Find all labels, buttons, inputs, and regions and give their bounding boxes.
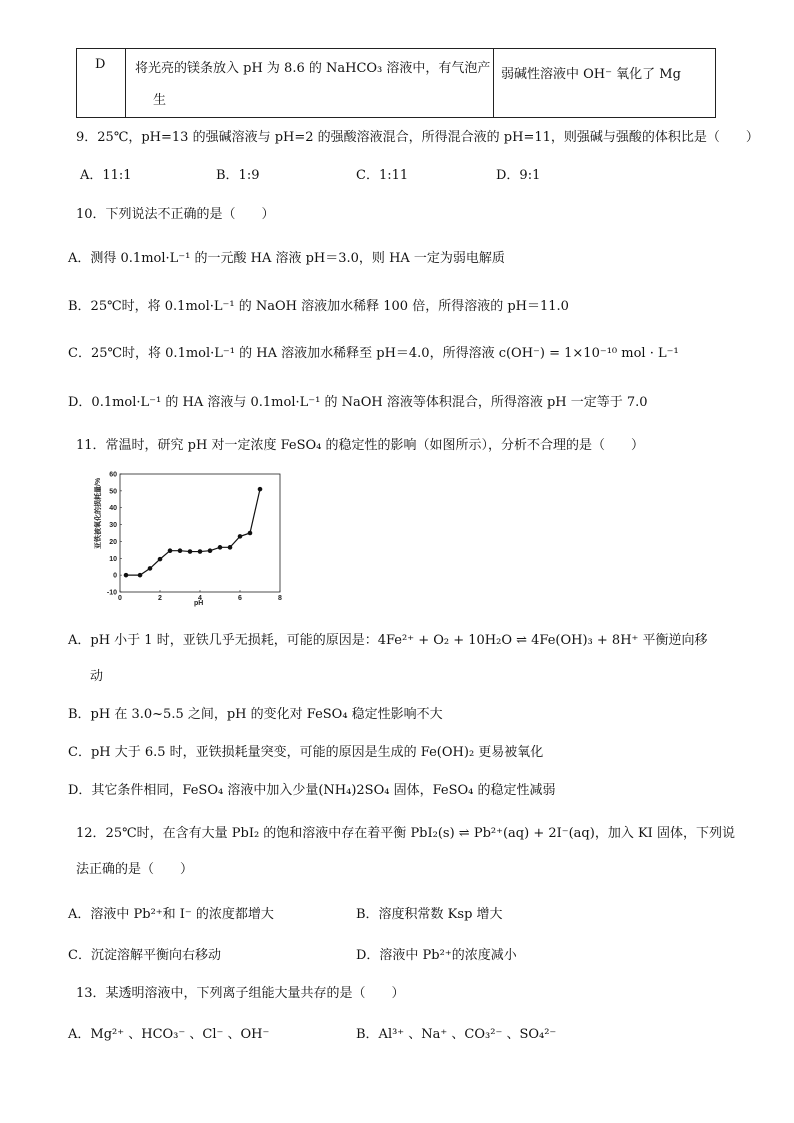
conclusion-text: 弱碱性溶液中 OH⁻ 氧化了 Mg xyxy=(501,67,681,82)
chart-ticks xyxy=(107,472,282,603)
chart-data-point xyxy=(168,548,173,553)
question-9-stem: 9．25℃，pH=13 的强碱溶液与 pH=2 的强酸溶液混合，所得混合液的 pH=11，则强碱与强酸的体积比是（ ） xyxy=(76,130,759,145)
chart-y-tick-label: 0 xyxy=(113,572,117,580)
chart-frame xyxy=(120,474,280,592)
q11-option-c: C．pH 大于 6.5 时，亚铁损耗量突变，可能的原因是生成的 Fe(OH)₂ 更易被氧化 xyxy=(68,745,544,760)
q9-option-c: C．1:11 xyxy=(356,168,409,183)
chart-xlabel: pH xyxy=(194,600,204,607)
chart-data-point xyxy=(248,531,253,536)
chart-y-tick-label: 40 xyxy=(109,505,117,513)
chart-data-point xyxy=(138,573,143,578)
q11-option-b: B．pH 在 3.0~5.5 之间，pH 的变化对 FeSO₄ 稳定性影响不大 xyxy=(68,707,443,722)
chart-data-point xyxy=(188,549,193,554)
q13-option-b: B．Al³⁺ 、Na⁺ 、CO₃²⁻ 、SO₄²⁻ xyxy=(356,1027,557,1042)
chart-series-line xyxy=(126,489,260,575)
experiment-text-cont: 生 xyxy=(153,93,167,108)
q9-option-a: A．11:1 xyxy=(80,168,132,183)
ferrous-loss-chart xyxy=(90,464,290,614)
experiment-text: 将光亮的镁条放入 pH 为 8.6 的 NaHCO₃ 溶液中，有气泡产 xyxy=(135,61,491,76)
question-10-stem: 10．下列说法不正确的是（ ） xyxy=(76,207,275,222)
q11-option-a: A．pH 小于 1 时，亚铁几乎无损耗，可能的原因是：4Fe²⁺ + O₂ + 10H₂O ⇌ 4Fe(OH)₃ + 8H⁺ 平衡逆向移 xyxy=(68,633,708,648)
chart-x-tick-label: 6 xyxy=(238,595,242,602)
chart-x-tick-label: 4 xyxy=(198,595,202,602)
chart-y-tick-label: 60 xyxy=(109,471,117,479)
q12-option-a: A．溶液中 Pb²⁺和 I⁻ 的浓度都增大 xyxy=(68,907,274,922)
chart-axes xyxy=(120,474,280,592)
chart-data-point xyxy=(148,566,153,571)
chart-data-point xyxy=(258,487,263,492)
table-divider xyxy=(493,49,494,117)
chart-y-tick-label: 20 xyxy=(109,538,117,546)
q11-option-a-cont: 动 xyxy=(90,669,104,684)
chart-data-point xyxy=(124,573,129,578)
chart-x-tick-label: 2 xyxy=(158,595,162,602)
chart-y-tick-label: -10 xyxy=(106,589,117,597)
chart-data-point xyxy=(228,545,233,550)
chart-ylabel: 亚铁被氧化的损耗量/% xyxy=(95,477,102,549)
answer-table-row-d xyxy=(76,48,716,118)
q10-option-c: C．25℃时，将 0.1mol·L⁻¹ 的 HA 溶液加水稀释至 pH＝4.0，所得溶液 c(OH⁻) = 1×10⁻¹⁰ mol · L⁻¹ xyxy=(68,346,679,361)
chart-data-point xyxy=(198,549,203,554)
chart-y-tick-label: 50 xyxy=(109,488,117,496)
q13-option-a: A．Mg²⁺ 、HCO₃⁻ 、Cl⁻ 、OH⁻ xyxy=(68,1027,270,1042)
q11-option-d: D．其它条件相同，FeSO₄ 溶液中加入少量(NH₄)2SO₄ 固体，FeSO₄ 的稳定性减弱 xyxy=(68,783,556,798)
q10-option-b: B．25℃时，将 0.1mol·L⁻¹ 的 NaOH 溶液加水稀释 100 倍，所得溶液的 pH＝11.0 xyxy=(68,299,569,314)
q9-option-d: D．9:1 xyxy=(496,168,541,183)
q12-option-c: C．沉淀溶解平衡向右移动 xyxy=(68,948,221,963)
chart-data-point xyxy=(218,545,223,550)
chart-y-tick-label: 30 xyxy=(109,522,117,530)
question-12-stem: 12．25℃时，在含有大量 PbI₂ 的饱和溶液中存在着平衡 PbI₂(s) ⇌ Pb²⁺(aq) + 2I⁻(aq)，加入 KI 固体，下列说 xyxy=(76,826,735,841)
chart-data-point xyxy=(238,534,243,539)
q9-option-b: B．1:9 xyxy=(216,168,260,183)
question-13-stem: 13．某透明溶液中，下列离子组能大量共存的是（ ） xyxy=(76,986,405,1001)
chart-data-point xyxy=(178,548,183,553)
chart-data-point xyxy=(208,548,213,553)
question-12-stem-cont: 法正确的是（ ） xyxy=(76,862,194,877)
q12-option-d: D．溶液中 Pb²⁺的浓度减小 xyxy=(356,948,517,963)
question-11-stem: 11．常温时，研究 pH 对一定浓度 FeSO₄ 的稳定性的影响（如图所示），分析不合理的是（ ） xyxy=(76,438,645,453)
q10-option-a: A．测得 0.1mol·L⁻¹ 的一元酸 HA 溶液 pH＝3.0，则 HA 一定为弱电解质 xyxy=(68,251,505,266)
table-divider xyxy=(125,49,126,117)
chart-x-tick-label: 0 xyxy=(118,595,122,602)
row-label: D xyxy=(95,57,106,72)
chart-data-point xyxy=(158,557,163,562)
chart-points xyxy=(124,487,263,578)
q10-option-d: D．0.1mol·L⁻¹ 的 HA 溶液与 0.1mol·L⁻¹ 的 NaOH 溶液等体积混合，所得溶液 pH 一定等于 7.0 xyxy=(68,395,648,410)
chart-y-tick-label: 10 xyxy=(109,555,117,563)
chart-x-tick-label: 8 xyxy=(278,595,282,602)
q12-option-b: B．溶度积常数 Ksp 增大 xyxy=(356,907,503,922)
